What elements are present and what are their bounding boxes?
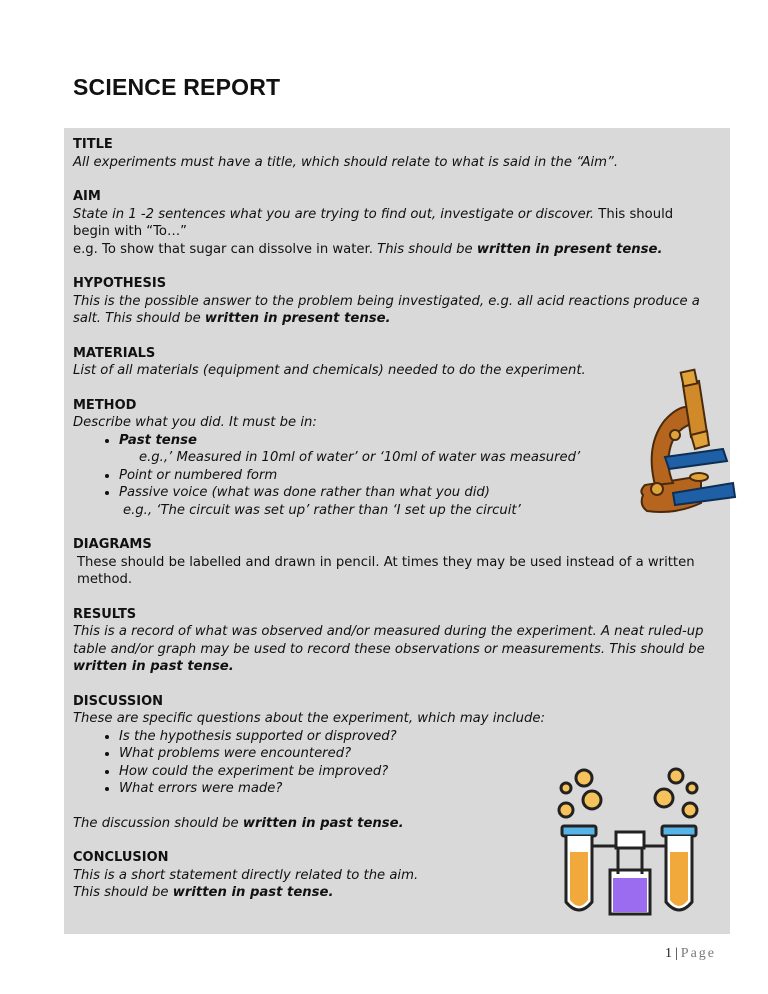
list-item: • Past tense xyxy=(119,432,723,450)
list-item: • What errors were made? xyxy=(119,780,723,798)
section-text xyxy=(73,293,703,328)
page-label: Page xyxy=(680,946,716,961)
list-item-example: e.g., ‘The circuit was set up’ rather than ‘I set up the circuit’ xyxy=(123,502,521,518)
hypothesis-bold: written in present tense. xyxy=(204,311,391,326)
conclusion-line2-text: This should be xyxy=(73,885,173,900)
section-heading: TITLE xyxy=(73,137,113,152)
section-text xyxy=(73,623,723,676)
aim-note-bold: written in present tense. xyxy=(476,241,663,257)
section-text: All experiments must have a title, which should relate to what is said in the “Aim”. xyxy=(73,154,619,170)
list-item: • Is the hypothesis supported or disproved? xyxy=(119,728,723,746)
list-item: • Point or numbered form xyxy=(119,467,723,485)
results-text: This is a record of what was observed and/or measured during the experiment. A neat ruled-up table and/or graph may be used to record these observations or measurements. This should be xyxy=(73,624,705,657)
section-heading: HYPOTHESIS xyxy=(73,276,167,291)
page-footer xyxy=(665,946,716,962)
aim-note: This should be xyxy=(372,241,477,257)
section-heading: DISCUSSION xyxy=(73,693,163,709)
section-heading: CONCLUSION xyxy=(73,850,169,865)
section-aim xyxy=(73,188,713,258)
discussion-intro: These are specific questions about the experiment, which may include: xyxy=(73,711,545,726)
section-diagrams xyxy=(73,536,723,589)
aim-italic-text: State in 1 -2 sentences what you are trying to find out, investigate or discover. xyxy=(73,206,595,222)
section-hypothesis xyxy=(73,275,703,328)
section-materials xyxy=(73,345,723,380)
test-tubes-icon xyxy=(552,766,712,918)
section-text: These should be labelled and drawn in pencil. At times they may be used instead of a written method. xyxy=(77,554,695,587)
list-item: • Passive voice (what was done rather than what you did) xyxy=(119,484,723,502)
hypothesis-text: This is the possible answer to the problem being investigated, e.g. all acid reactions produce a salt. This should be xyxy=(73,293,700,326)
discussion-closing-bold: written in past tense. xyxy=(242,815,404,831)
aim-example xyxy=(73,241,713,259)
section-heading: MATERIALS xyxy=(73,345,156,361)
section-title xyxy=(73,136,723,171)
section-method xyxy=(73,397,723,520)
list-item: • How could the experiment be improved? xyxy=(119,763,723,781)
page-number: 1 xyxy=(664,946,672,961)
results-bold: written in past tense. xyxy=(73,659,234,674)
conclusion-line1: This is a short statement directly related to the aim. xyxy=(73,867,419,883)
list-item-example: e.g.,’ Measured in 10ml of water’ or ‘10ml of water was measured’ xyxy=(139,450,581,465)
section-heading: AIM xyxy=(73,189,101,204)
section-heading: RESULTS xyxy=(73,606,137,622)
method-intro: Describe what you did. It must be in: xyxy=(73,415,317,430)
section-results xyxy=(73,606,723,676)
section-text xyxy=(73,206,713,241)
section-text: List of all materials (equipment and chemicals) needed to do the experiment. xyxy=(73,363,586,378)
method-list xyxy=(73,432,723,520)
list-item: • What problems were encountered? xyxy=(119,745,723,763)
microscope-icon xyxy=(635,365,740,525)
section-heading: METHOD xyxy=(73,397,137,413)
section-heading: DIAGRAMS xyxy=(73,537,152,552)
footer-separator: | xyxy=(674,946,678,961)
page-title: SCIENCE REPORT xyxy=(73,74,281,100)
aim-example-text: e.g. To show that sugar can dissolve in water. xyxy=(73,241,373,257)
conclusion-line2-bold: written in past tense. xyxy=(172,885,334,900)
discussion-closing-text: The discussion should be xyxy=(73,815,243,831)
aim-plain-text: This should begin with “To…” xyxy=(73,206,674,239)
